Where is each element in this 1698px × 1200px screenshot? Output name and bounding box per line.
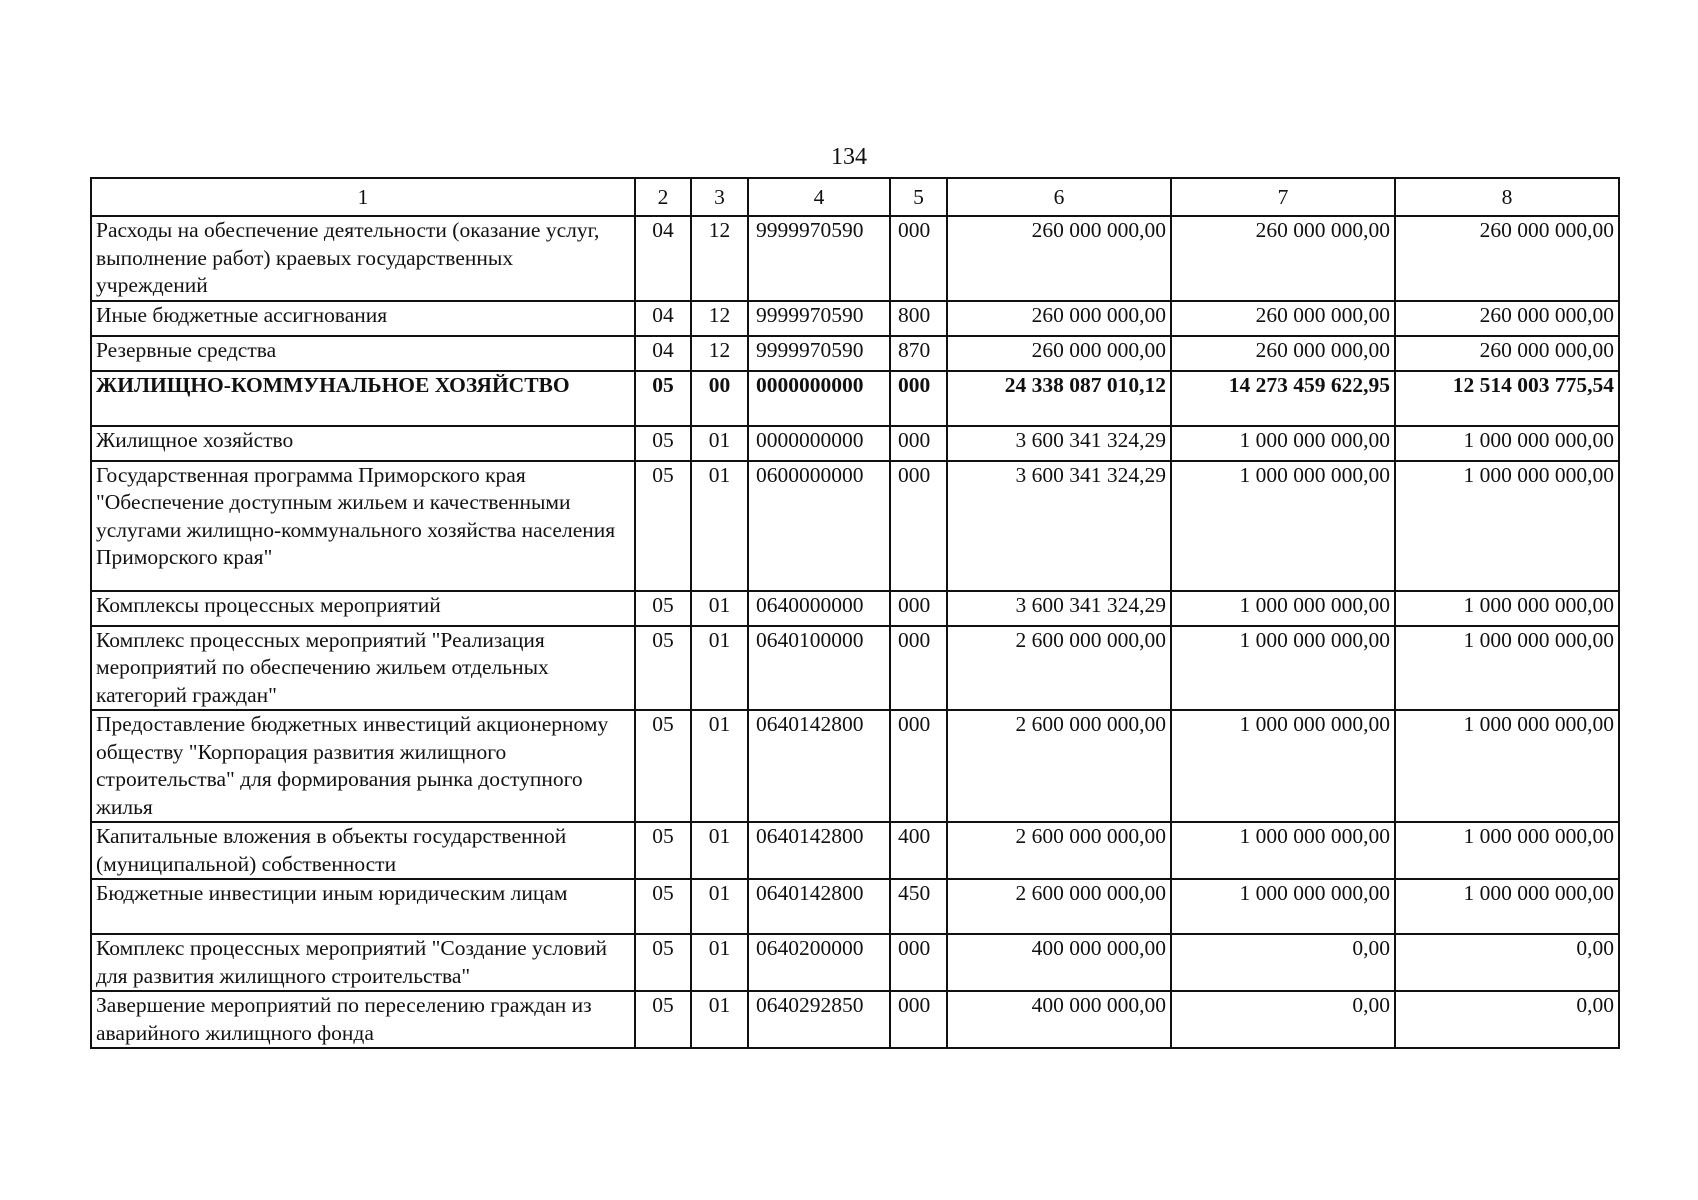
table-row [91,336,1619,371]
row-name: Расходы на обеспечение деятельности (оказание услуг, выполнение работ) краевых государственных учреждений [91,216,635,301]
section-code: 05 [635,371,691,426]
column-header: 5 [890,178,947,216]
amount-col-6: 2 600 000 000,00 [947,822,1171,879]
row-name: Государственная программа Приморского края "Обеспечение доступным жильем и качественными услугами жилищно-коммунального хозяйства населения Приморского края" [91,461,635,591]
column-header: 3 [691,178,748,216]
amount-col-8: 12 514 003 775,54 [1395,371,1619,426]
target-article-code: 0640142800 [748,822,890,879]
section-code: 04 [635,216,691,301]
row-name: Предоставление бюджетных инвестиций акционерному обществу "Корпорация развития жилищного строительства" для формирования рынка доступного жилья [91,710,635,822]
page-number: 134 [831,144,867,170]
row-name: Жилищное хозяйство [91,426,635,461]
amount-col-6: 400 000 000,00 [947,991,1171,1048]
subsection-code: 01 [691,591,748,626]
table-row [91,371,1619,426]
expense-type-code: 000 [890,216,947,301]
section-code: 05 [635,934,691,991]
table-row [91,426,1619,461]
table-row [91,301,1619,336]
section-code: 05 [635,461,691,591]
amount-col-6: 2 600 000 000,00 [947,879,1171,934]
amount-col-6: 260 000 000,00 [947,301,1171,336]
amount-col-7: 1 000 000 000,00 [1171,710,1395,822]
amount-col-7: 1 000 000 000,00 [1171,591,1395,626]
amount-col-6: 3 600 341 324,29 [947,461,1171,591]
subsection-code: 01 [691,626,748,711]
amount-col-7: 260 000 000,00 [1171,336,1395,371]
target-article-code: 0640100000 [748,626,890,711]
amount-col-7: 1 000 000 000,00 [1171,626,1395,711]
expense-type-code: 800 [890,301,947,336]
amount-col-8: 1 000 000 000,00 [1395,879,1619,934]
row-name: Резервные средства [91,336,635,371]
expense-type-code: 000 [890,934,947,991]
target-article-code: 0640200000 [748,934,890,991]
subsection-code: 12 [691,301,748,336]
section-code: 05 [635,710,691,822]
target-article-code: 0000000000 [748,371,890,426]
expense-type-code: 000 [890,371,947,426]
amount-col-8: 1 000 000 000,00 [1395,461,1619,591]
expense-type-code: 000 [890,591,947,626]
table-row [91,822,1619,879]
table-row [91,216,1619,301]
section-code: 05 [635,991,691,1048]
subsection-code: 01 [691,710,748,822]
expense-type-code: 000 [890,710,947,822]
budget-table [90,177,1620,1049]
expense-type-code: 000 [890,991,947,1048]
amount-col-6: 3 600 341 324,29 [947,426,1171,461]
table-row [91,934,1619,991]
amount-col-6: 3 600 341 324,29 [947,591,1171,626]
amount-col-8: 260 000 000,00 [1395,301,1619,336]
section-code: 05 [635,591,691,626]
subsection-code: 01 [691,879,748,934]
amount-col-6: 400 000 000,00 [947,934,1171,991]
amount-col-7: 1 000 000 000,00 [1171,426,1395,461]
amount-col-8: 1 000 000 000,00 [1395,710,1619,822]
expense-type-code: 000 [890,426,947,461]
target-article-code: 0640142800 [748,710,890,822]
subsection-code: 00 [691,371,748,426]
subsection-code: 01 [691,822,748,879]
table-row [91,879,1619,934]
column-number-row [91,178,1619,216]
amount-col-7: 0,00 [1171,991,1395,1048]
section-code: 05 [635,626,691,711]
amount-col-8: 0,00 [1395,991,1619,1048]
row-name: Комплекс процессных мероприятий "Создание условий для развития жилищного строительства" [91,934,635,991]
row-name: Иные бюджетные ассигнования [91,301,635,336]
row-name: Комплекс процессных мероприятий "Реализация мероприятий по обеспечению жильем отдельных категорий граждан" [91,626,635,711]
row-name: ЖИЛИЩНО-КОММУНАЛЬНОЕ ХОЗЯЙСТВО [91,371,635,426]
row-name: Бюджетные инвестиции иным юридическим лицам [91,879,635,934]
subsection-code: 12 [691,216,748,301]
section-code: 05 [635,879,691,934]
amount-col-6: 260 000 000,00 [947,216,1171,301]
table-row [91,626,1619,711]
amount-col-7: 1 000 000 000,00 [1171,822,1395,879]
amount-col-8: 1 000 000 000,00 [1395,426,1619,461]
target-article-code: 0640292850 [748,991,890,1048]
amount-col-8: 1 000 000 000,00 [1395,822,1619,879]
amount-col-8: 260 000 000,00 [1395,216,1619,301]
amount-col-6: 2 600 000 000,00 [947,710,1171,822]
amount-col-7: 260 000 000,00 [1171,216,1395,301]
amount-col-8: 1 000 000 000,00 [1395,591,1619,626]
table-row [91,710,1619,822]
row-name: Капитальные вложения в объекты государственной (муниципальной) собственности [91,822,635,879]
amount-col-7: 1 000 000 000,00 [1171,879,1395,934]
amount-col-8: 260 000 000,00 [1395,336,1619,371]
target-article-code: 0000000000 [748,426,890,461]
column-header: 8 [1395,178,1619,216]
target-article-code: 0640142800 [748,879,890,934]
row-name: Комплексы процессных мероприятий [91,591,635,626]
expense-type-code: 000 [890,461,947,591]
amount-col-7: 260 000 000,00 [1171,301,1395,336]
column-header: 7 [1171,178,1395,216]
expense-type-code: 000 [890,626,947,711]
table-row [91,461,1619,591]
subsection-code: 12 [691,336,748,371]
expense-type-code: 870 [890,336,947,371]
amount-col-6: 2 600 000 000,00 [947,626,1171,711]
amount-col-7: 1 000 000 000,00 [1171,461,1395,591]
subsection-code: 01 [691,426,748,461]
expense-type-code: 400 [890,822,947,879]
section-code: 05 [635,822,691,879]
target-article-code: 9999970590 [748,336,890,371]
subsection-code: 01 [691,934,748,991]
amount-col-7: 0,00 [1171,934,1395,991]
table-row [91,991,1619,1048]
expense-type-code: 450 [890,879,947,934]
amount-col-8: 1 000 000 000,00 [1395,626,1619,711]
section-code: 05 [635,426,691,461]
section-code: 04 [635,301,691,336]
subsection-code: 01 [691,461,748,591]
row-name: Завершение мероприятий по переселению граждан из аварийного жилищного фонда [91,991,635,1048]
amount-col-6: 260 000 000,00 [947,336,1171,371]
table-row [91,591,1619,626]
amount-col-6: 24 338 087 010,12 [947,371,1171,426]
amount-col-7: 14 273 459 622,95 [1171,371,1395,426]
column-header: 2 [635,178,691,216]
amount-col-8: 0,00 [1395,934,1619,991]
section-code: 04 [635,336,691,371]
target-article-code: 9999970590 [748,216,890,301]
column-header: 4 [748,178,890,216]
target-article-code: 0600000000 [748,461,890,591]
column-header: 1 [91,178,635,216]
column-header: 6 [947,178,1171,216]
target-article-code: 9999970590 [748,301,890,336]
target-article-code: 0640000000 [748,591,890,626]
subsection-code: 01 [691,991,748,1048]
